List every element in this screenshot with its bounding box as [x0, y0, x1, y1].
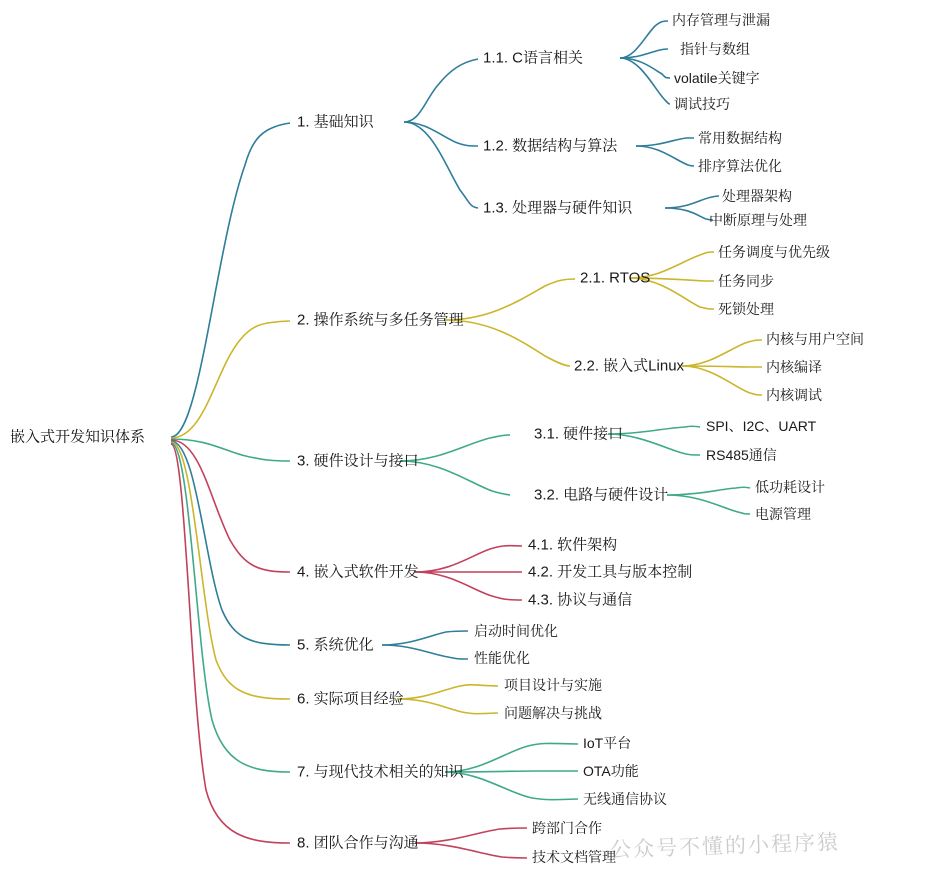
- mindmap-node-os-multitask[interactable]: 2. 操作系统与多任务管理: [297, 311, 464, 329]
- mindmap-leaf[interactable]: 技术文档管理: [532, 849, 616, 865]
- mindmap-leaf[interactable]: 任务同步: [718, 273, 774, 289]
- mindmap-node-teamwork[interactable]: 8. 团队合作与沟通: [297, 834, 419, 852]
- mindmap-leaf[interactable]: 死锁处理: [718, 301, 774, 317]
- mindmap-leaf[interactable]: OTA功能: [583, 763, 639, 779]
- mindmap-leaf[interactable]: 跨部门合作: [532, 820, 602, 836]
- mindmap-node-circuit-design[interactable]: 3.2. 电路与硬件设计: [534, 486, 669, 504]
- watermark-text: 公众号不懂的小程序猿: [609, 830, 841, 863]
- mindmap-leaf[interactable]: 启动时间优化: [474, 623, 558, 639]
- mindmap-node-dev-tools[interactable]: 4.2. 开发工具与版本控制: [528, 563, 693, 581]
- mindmap-node-rtos[interactable]: 2.1. RTOS: [580, 269, 651, 287]
- mindmap-node-software-dev[interactable]: 4. 嵌入式软件开发: [297, 563, 419, 581]
- mindmap-leaf[interactable]: SPI、I2C、UART: [706, 418, 817, 434]
- mindmap-leaf[interactable]: 问题解决与挑战: [504, 705, 602, 721]
- mindmap-node-data-structures[interactable]: 1.2. 数据结构与算法: [483, 137, 618, 155]
- mindmap-node-modern-tech[interactable]: 7. 与现代技术相关的知识: [297, 763, 464, 781]
- mindmap-node-project-experience[interactable]: 6. 实际项目经验: [297, 690, 404, 708]
- mindmap-leaf[interactable]: 排序算法优化: [698, 158, 782, 174]
- mindmap-leaf[interactable]: volatile关键字: [674, 70, 760, 86]
- mindmap-node-system-optimization[interactable]: 5. 系统优化: [297, 636, 374, 654]
- mindmap-leaf[interactable]: 项目设计与实施: [504, 677, 602, 693]
- mindmap-leaf[interactable]: 低功耗设计: [755, 479, 825, 495]
- mindmap-leaf[interactable]: 任务调度与优先级: [718, 244, 830, 260]
- mindmap-leaf[interactable]: 内核与用户空间: [766, 331, 864, 347]
- mindmap-node-hardware-interface[interactable]: 3.1. 硬件接口: [534, 425, 624, 443]
- mindmap-leaf[interactable]: 调试技巧: [674, 96, 730, 112]
- mindmap-leaf[interactable]: 性能优化: [474, 650, 530, 666]
- mindmap-leaf[interactable]: 内核编译: [766, 359, 822, 375]
- mindmap-leaf[interactable]: 内核调试: [766, 387, 822, 403]
- mindmap-node-protocols[interactable]: 4.3. 协议与通信: [528, 591, 633, 609]
- mindmap-node-processor-hardware[interactable]: 1.3. 处理器与硬件知识: [483, 199, 633, 217]
- mindmap-node-embedded-linux[interactable]: 2.2. 嵌入式Linux: [574, 357, 685, 375]
- mindmap-leaf[interactable]: 无线通信协议: [583, 791, 667, 807]
- mindmap-leaf[interactable]: 中断原理与处理: [709, 212, 807, 228]
- mindmap-leaf[interactable]: RS485通信: [706, 447, 777, 463]
- mindmap-leaf[interactable]: 电源管理: [755, 506, 811, 522]
- mindmap-leaf[interactable]: IoT平台: [583, 735, 632, 751]
- mindmap-node-basics[interactable]: 1. 基础知识: [297, 113, 374, 131]
- mindmap-leaf[interactable]: 常用数据结构: [698, 130, 782, 146]
- mindmap-edges: [171, 21, 762, 858]
- mindmap-node-c-language[interactable]: 1.1. C语言相关: [483, 49, 584, 67]
- mindmap-leaf[interactable]: 指针与数组: [680, 41, 750, 57]
- mindmap-node-hardware-design[interactable]: 3. 硬件设计与接口: [297, 452, 419, 470]
- mindmap-leaf[interactable]: 处理器架构: [722, 188, 792, 204]
- mindmap-root-node[interactable]: 嵌入式开发知识体系: [10, 428, 146, 446]
- mindmap-node-software-architecture[interactable]: 4.1. 软件架构: [528, 536, 618, 554]
- mindmap-leaf[interactable]: 内存管理与泄漏: [672, 12, 770, 28]
